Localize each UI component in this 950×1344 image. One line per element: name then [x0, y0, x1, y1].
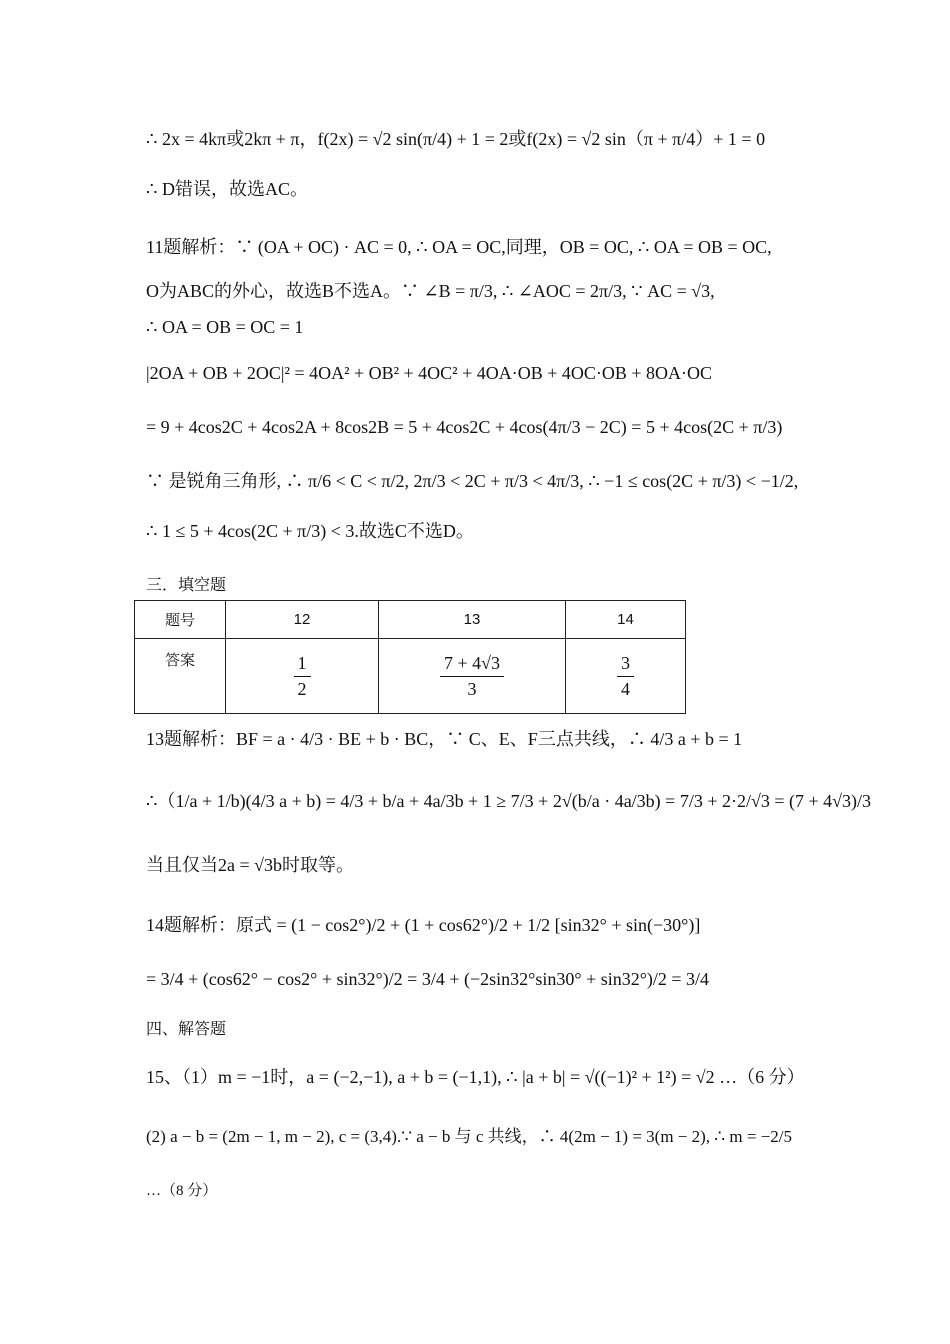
fraction-numerator: 1 — [294, 653, 311, 677]
fraction-denominator: 3 — [467, 678, 477, 699]
solution-line: |2OA + OB + 2OC|² = 4OA² + OB² + 4OC² + 4OA·OB + 4OC·OB + 8OA·OC — [146, 363, 713, 383]
solution-line: ∴ D错误，故选AC。 — [146, 179, 308, 199]
table-row-label: 答案 — [135, 639, 226, 714]
solution-line: 15、（1）m = −1时，a = (−2,−1), a + b = (−1,1), ∴ |a + b| = √((−1)² + 1²) = √2 …（6 分） — [146, 1067, 805, 1087]
solution-line: = 3/4 + (cos62° − cos2° + sin32°)/2 = 3/4 + (−2sin32°sin30° + sin32°)/2 = 3/4 — [146, 969, 710, 989]
section-heading-answer: 四、解答题 — [146, 1019, 227, 1038]
answer-14 — [566, 639, 686, 714]
solution-line: 13题解析：BF = a · 4/3 · BE + b · BC，∵ C、E、F三点共线，∴ 4/3 a + b = 1 — [146, 729, 743, 749]
solution-line: ∴ OA = OB = OC = 1 — [146, 317, 304, 337]
solution-line: ∴ 2x = 4kπ或2kπ + π，f(2x) = √2 sin(π/4) + 1 = 2或f(2x) = √2 sin（π + π/4）+ 1 = 0 — [146, 129, 766, 149]
solution-line: 当且仅当2a = √3b时取等。 — [146, 855, 355, 875]
solution-line: 14题解析：原式 = (1 − cos2°)/2 + (1 + cos62°)/2 + 1/2 [sin32° + sin(−30°)] — [146, 915, 701, 935]
answer-13 — [379, 639, 566, 714]
fraction-numerator: 3 — [617, 653, 634, 677]
solution-line: O为ABC的外心，故选B不选A。∵ ∠B = π/3, ∴ ∠AOC = 2π/3, ∵ AC = √3, — [146, 281, 715, 301]
table-header: 12 — [226, 601, 379, 639]
table-header: 13 — [379, 601, 566, 639]
fraction-denominator: 2 — [297, 678, 307, 699]
fraction-numerator: 7 + 4√3 — [440, 653, 504, 677]
solution-line: ∵ 是锐角三角形, ∴ π/6 < C < π/2, 2π/3 < 2C + π/3 < 4π/3, ∴ −1 ≤ cos(2C + π/3) < −1/2, — [146, 471, 799, 491]
section-heading-fill: 三．填空题 — [146, 575, 227, 594]
solution-line: ∴（1/a + 1/b)(4/3 a + b) = 4/3 + b/a + 4a/3b + 1 ≥ 7/3 + 2√(b/a · 4a/3b) = 7/3 + 2·2/√3 = (7 + 4√3)/3 — [146, 791, 872, 811]
solution-line: 11题解析：∵ (OA + OC) · AC = 0, ∴ OA = OC,同理，OB = OC, ∴ OA = OB = OC, — [146, 237, 772, 257]
solution-line: (2) a − b = (2m − 1, m − 2), c = (3,4).∵ a − b 与 c 共线，∴ 4(2m − 1) = 3(m − 2), ∴ m = −2/5 — [146, 1127, 792, 1146]
solution-line: …（8 分） — [146, 1183, 218, 1199]
solution-line: = 9 + 4cos2C + 4cos2A + 8cos2B = 5 + 4cos2C + 4cos(4π/3 − 2C) = 5 + 4cos(2C + π/3) — [146, 417, 783, 437]
solution-line: ∴ 1 ≤ 5 + 4cos(2C + π/3) < 3.故选C不选D。 — [146, 521, 474, 541]
fraction-denominator: 4 — [621, 678, 630, 699]
answer-table — [134, 600, 686, 714]
table-header: 题号 — [135, 601, 226, 639]
table-header: 14 — [566, 601, 686, 639]
answer-12 — [226, 639, 379, 714]
